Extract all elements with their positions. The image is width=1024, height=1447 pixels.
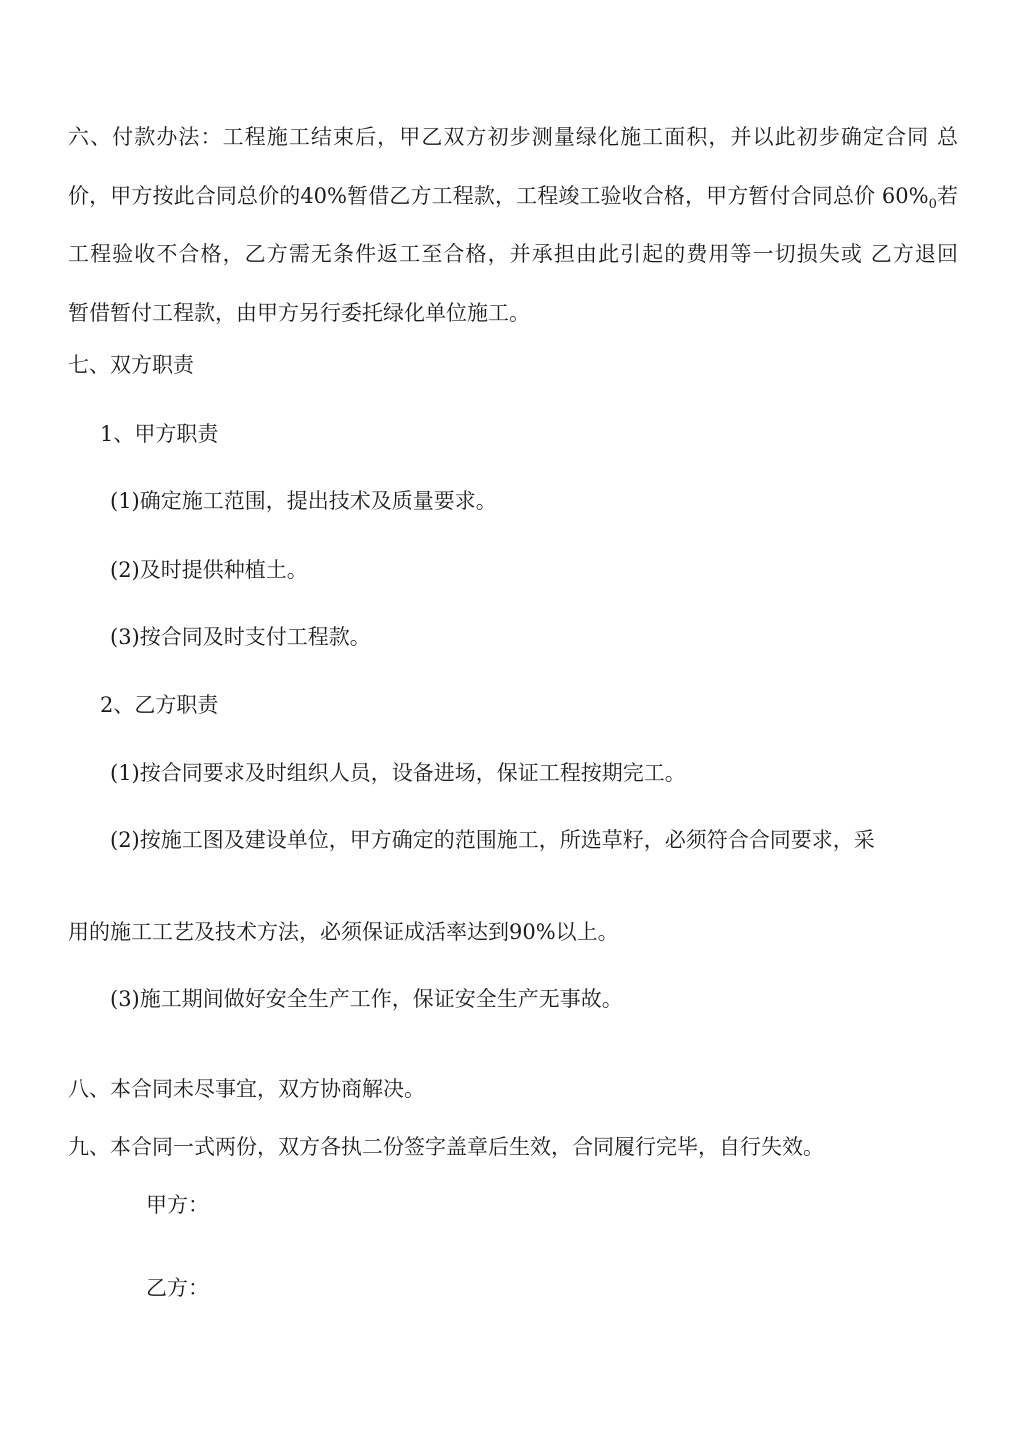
party-b-duties-title: 2、乙方职责: [100, 693, 219, 717]
signature-party-a: 甲方：: [146, 1193, 209, 1217]
party-b-duty-item: (1)按合同要求及时组织人员，设备进场，保证工程按期完工。: [110, 761, 686, 785]
party-a-duties-title: 1、甲方职责: [100, 422, 219, 446]
party-b-duty-item: (3)施工期间做好安全生产工作，保证安全生产无事故。: [110, 987, 623, 1011]
party-b-duty-item-continuation: 用的施工工艺及技术方法，必须保证成活率达到90%以上。: [68, 920, 619, 944]
section-eight: 八、本合同未尽事宜，双方协商解决。: [68, 1077, 425, 1101]
section-six-line-2-tail: 若: [936, 183, 958, 208]
party-a-duty-item: (3)按合同及时支付工程款。: [110, 625, 371, 649]
party-a-duty-item: (1)确定施工范围，提出技术及质量要求。: [110, 489, 497, 513]
section-nine: 九、本合同一式两份，双方各执二份签字盖章后生效，合同履行完毕，自行失效。: [68, 1135, 824, 1159]
section-six-line-1: 六、付款办法：工程施工结束后，甲乙双方初步测量绿化施工面积，并以此初步确定合同 总: [68, 125, 958, 149]
signature-party-b: 乙方：: [146, 1276, 209, 1300]
party-a-duty-item: (2)及时提供种植土。: [110, 558, 308, 582]
section-six-line-2-subscript: 0: [928, 196, 937, 212]
party-b-duty-item: (2)按施工图及建设单位，甲方确定的范围施工，所选草籽，必须符合合同要求，采: [110, 828, 875, 852]
section-seven-title: 七、双方职责: [68, 353, 194, 377]
section-six-line-3: 工程验收不合格，乙方需无条件返工至合格，并承担由此引起的费用等一切损失或 乙方退回: [68, 242, 958, 267]
section-six-line-2-text: 价，甲方按此合同总价的40%暂借乙方工程款，工程竣工验收合格，甲方暂付合同总价 60%: [68, 183, 929, 208]
section-six-line-2: [68, 181, 958, 211]
section-six-line-4: 暂借暂付工程款，由甲方另行委托绿化单位施工。: [68, 301, 530, 326]
section-six-payment: [68, 122, 958, 357]
